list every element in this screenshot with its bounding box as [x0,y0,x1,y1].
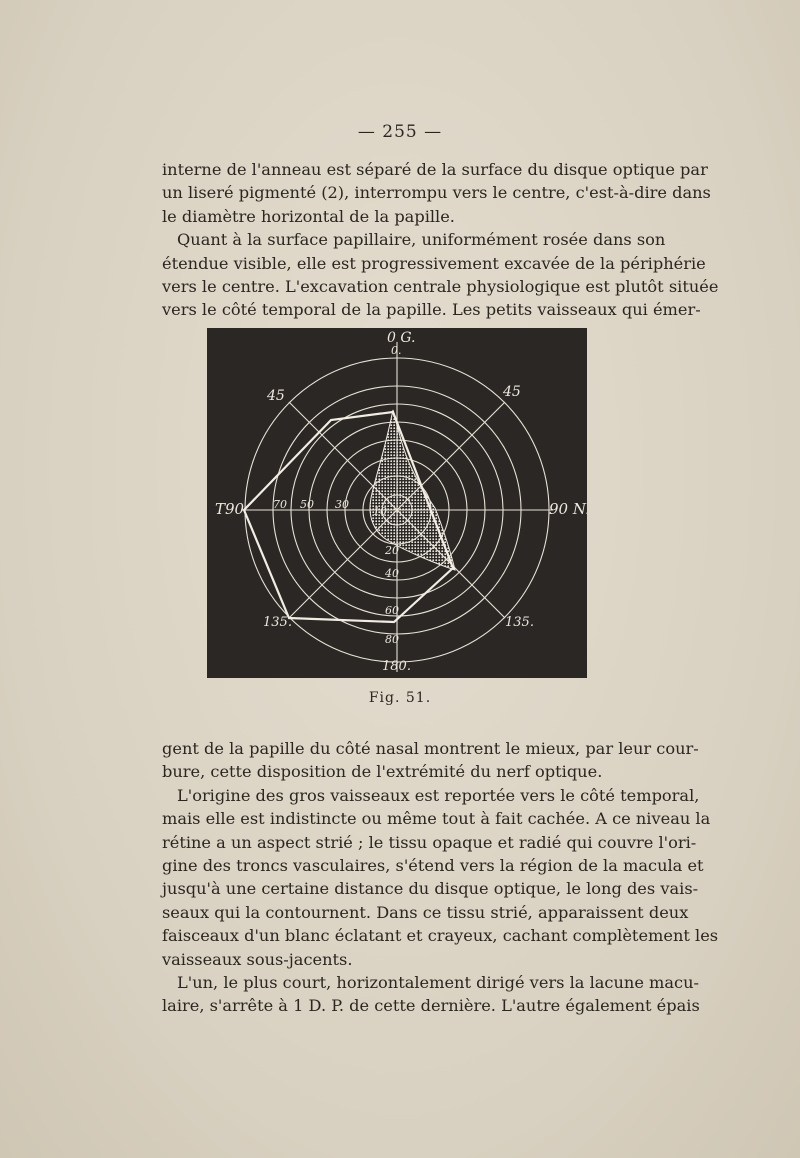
text-line: L'origine des gros vaisseaux est reportée vers le côté temporal, [177,785,700,805]
label-top: 0 G. [387,330,416,346]
page-number: — 255 — [357,122,443,142]
text-line: gine des troncs vasculaires, s'étend vers la région de la macula et [162,856,704,876]
text-line: faisceaux d'un blanc éclatant et crayeux, cachant complètement les [162,926,719,946]
label-bottom: 180. [382,659,411,674]
text-line: un liseré pigmenté (2), interrompu vers le centre, c'est-à-dire dans [162,183,711,203]
paragraph-bottom [162,737,719,1018]
text-line: interne de l'anneau est séparé de la surface du disque optique par [162,160,708,179]
label-h70: 70 [273,498,287,511]
figure-caption: Fig. 51. [368,690,432,706]
label-temporal: T90 [215,500,245,518]
text-line: bure, cette disposition de l'extrémité du nerf optique. [162,762,603,782]
text-line: rétine a un aspect strié ; le tissu opaque et radié qui couvre l'ori- [162,832,697,852]
text-line: Quant à la surface papillaire, uniformément rosée dans son [177,230,666,250]
text-line: étendue visible, elle est progressivement excavée de la périphérie [162,253,706,273]
label-45-right: 45 [503,384,521,400]
text-line: L'un, le plus court, horizontalement dirigé vers la lacune macu- [177,973,699,993]
label-45-left: 45 [267,388,285,404]
text-line: mais elle est indistincte ou même tout à fait cachée. A ce niveau la [162,809,711,829]
text-line: vers le centre. L'excavation centrale physiologique est plutôt située [162,277,719,297]
text-line: jusqu'à une certaine distance du disque optique, le long des vais- [162,879,699,899]
label-nasal: 90 N. [549,500,587,518]
label-v80: 80 [385,633,399,646]
label-top-zero: 0. [391,344,402,357]
label-h10: 10 [373,505,387,518]
label-v60: 60 [385,604,399,617]
label-h30: 30 [335,498,349,511]
text-line: le diamètre horizontal de la papille. [162,206,455,226]
text-line: laire, s'arrête à 1 D. P. de cette dernière. L'autre également épais [162,996,700,1016]
text-line: seaux qui la contournent. Dans ce tissu strié, apparaissent deux [162,902,689,922]
visual-field-figure [207,328,587,678]
polar-chart [207,328,587,678]
label-h50: 50 [300,498,314,511]
label-v20: 20 [385,544,399,557]
text-line: gent de la papille du côté nasal montrent le mieux, par leur cour- [162,739,699,758]
label-135-right: 135. [505,615,534,630]
text-line: vers le côté temporal de la papille. Les petits vaisseaux qui émer- [162,300,701,320]
label-v40: 40 [385,567,399,580]
label-135-left: 135. [263,615,292,630]
paragraph-top [162,158,719,322]
text-line: vaisseaux sous-jacents. [162,949,353,969]
